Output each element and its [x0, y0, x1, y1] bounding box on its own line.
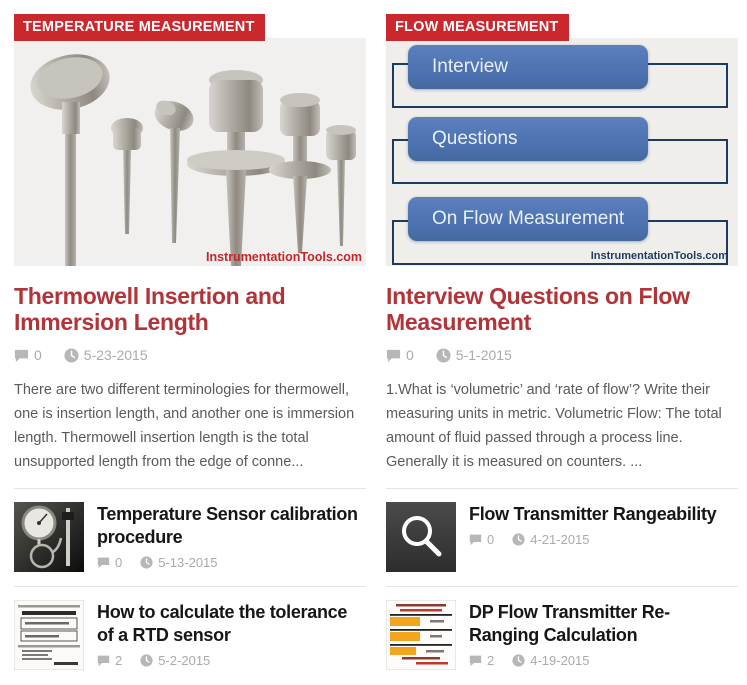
clock-icon — [436, 348, 451, 363]
thermowell-photo-illustration — [14, 38, 366, 266]
category-badge-flow[interactable]: FLOW MEASUREMENT — [386, 14, 569, 41]
post-list-item[interactable] — [386, 502, 738, 572]
small-post-title[interactable]: How to calculate the tolerance of a RTD sensor — [97, 602, 348, 645]
thumbnail-rtd-formulas[interactable] — [14, 600, 84, 670]
post-excerpt: 1.What is ‘volumetric’ and ‘rate of flow’? Write their measuring units in metric. Volumetric Flow: The total amount of fluid passed through a process line. Generally it is measured on counters. ... — [386, 382, 722, 470]
clock-icon — [140, 556, 153, 569]
calculation-table-illustration — [386, 600, 456, 670]
comments-meta — [469, 653, 494, 668]
slide-button-interview: Interview — [408, 45, 648, 89]
divider — [386, 586, 738, 587]
slide-button-on-flow-measurement: On Flow Measurement — [408, 197, 648, 241]
post-meta — [386, 347, 738, 363]
clock-icon — [64, 348, 79, 363]
post-date: 5-1-2015 — [455, 347, 512, 363]
thumbnail-dp-flow-table[interactable] — [386, 600, 456, 670]
small-post-body — [469, 502, 716, 547]
divider — [14, 488, 366, 489]
slide-button-questions: Questions — [408, 117, 648, 161]
gauge-photo-illustration — [14, 502, 84, 572]
date-meta — [512, 532, 589, 547]
comments-meta — [469, 532, 494, 547]
post-date: 5-23-2015 — [83, 347, 148, 363]
comment-count: 0 — [34, 347, 42, 363]
post-meta — [14, 347, 366, 363]
divider — [14, 586, 366, 587]
clock-icon — [512, 654, 525, 667]
small-post-meta — [469, 532, 716, 547]
comment-count: 2 — [487, 653, 495, 668]
comment-bubble-icon — [97, 556, 110, 569]
small-post-meta — [97, 653, 366, 668]
post-date: 5-2-2015 — [158, 653, 211, 668]
post-excerpt: There are two different terminologies for thermowell, one is insertion length, and another one is immersion length. Thermowell insertion length is the total unsupported length from the edge of conne... — [14, 382, 355, 470]
magnifier-icon — [386, 502, 456, 572]
comments-meta — [97, 555, 122, 570]
small-post-title[interactable]: Flow Transmitter Rangeability — [469, 504, 717, 524]
comment-bubble-icon — [97, 654, 110, 667]
date-meta — [512, 653, 589, 668]
small-post-title[interactable]: DP Flow Transmitter Re-Ranging Calculation — [469, 602, 670, 645]
comments-meta — [14, 347, 42, 363]
flow-slide-illustration — [386, 38, 738, 266]
watermark-text: InstrumentationTools.com — [205, 250, 362, 264]
date-meta — [64, 347, 148, 363]
clock-icon — [140, 654, 153, 667]
column-flow — [386, 14, 738, 685]
comment-bubble-icon — [386, 348, 401, 363]
comment-count: 0 — [487, 532, 495, 547]
thumbnail-temperature-gauge[interactable] — [14, 502, 84, 572]
post-date: 5-13-2015 — [158, 555, 218, 570]
date-meta — [140, 555, 217, 570]
small-post-body — [97, 600, 366, 668]
comment-bubble-icon — [469, 533, 482, 546]
small-post-meta — [469, 653, 738, 668]
small-post-body — [469, 600, 738, 668]
post-title-thermowell[interactable]: Thermowell Insertion and Immersion Length — [14, 283, 286, 335]
featured-image-thermowell[interactable] — [14, 38, 366, 266]
post-date: 4-19-2015 — [530, 653, 590, 668]
small-post-title[interactable]: Temperature Sensor calibration procedure — [97, 504, 358, 547]
divider — [386, 488, 738, 489]
watermark-text: InstrumentationTools.com — [590, 250, 728, 262]
comment-bubble-icon — [469, 654, 482, 667]
comments-meta — [97, 653, 122, 668]
thumbnail-search-placeholder[interactable] — [386, 502, 456, 572]
small-post-body — [97, 502, 366, 570]
date-meta — [436, 347, 512, 363]
column-temperature — [14, 14, 366, 685]
comment-count: 0 — [406, 347, 414, 363]
comment-count: 2 — [115, 653, 123, 668]
comment-bubble-icon — [14, 348, 29, 363]
post-date: 4-21-2015 — [530, 532, 590, 547]
date-meta — [140, 653, 210, 668]
small-post-meta — [97, 555, 366, 570]
post-list-item[interactable] — [14, 600, 366, 670]
comments-meta — [386, 347, 414, 363]
category-badge-temperature[interactable]: TEMPERATURE MEASUREMENT — [14, 14, 265, 41]
comment-count: 0 — [115, 555, 123, 570]
post-list-item[interactable] — [14, 502, 366, 572]
clock-icon — [512, 533, 525, 546]
formula-table-illustration — [14, 600, 84, 670]
featured-image-flow-interview[interactable] — [386, 38, 738, 266]
post-title-flow-interview[interactable]: Interview Questions on Flow Measurement — [386, 283, 690, 335]
post-list-item[interactable] — [386, 600, 738, 670]
